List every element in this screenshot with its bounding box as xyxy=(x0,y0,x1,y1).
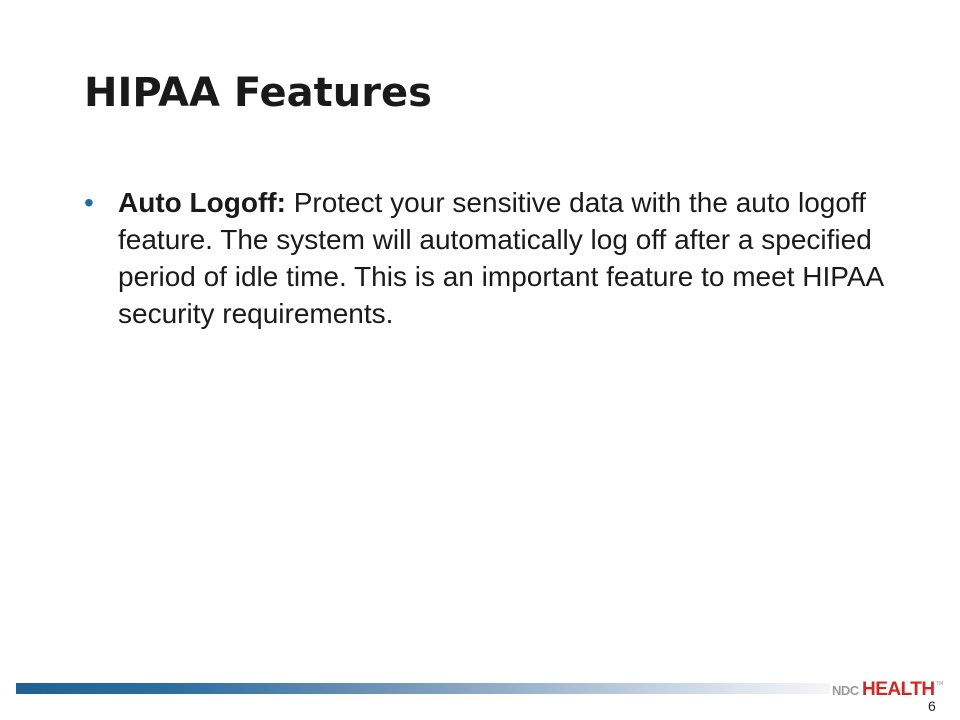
svg-text:HEALTH: HEALTH xyxy=(862,679,935,699)
svg-text:NDC: NDC xyxy=(832,683,859,698)
slide-title: HIPAA Features xyxy=(84,70,432,116)
bullet-list xyxy=(84,184,884,332)
bullet-term: Auto Logoff: xyxy=(118,187,286,218)
ndc-health-logo-mark xyxy=(832,677,944,699)
bullet-text: Protect your sensitive data with the auto logoff feature. The system will automatically log off after a specified period of idle time. This is an important feature to meet HIPAA security requirements. xyxy=(118,187,883,329)
footer-gradient-bar xyxy=(16,683,830,694)
list-item xyxy=(84,184,884,332)
bullet-dot-icon: • xyxy=(84,187,94,218)
svg-text:TM: TM xyxy=(936,681,944,687)
page-number: 6 xyxy=(928,698,936,714)
ndc-health-logo xyxy=(832,677,944,699)
